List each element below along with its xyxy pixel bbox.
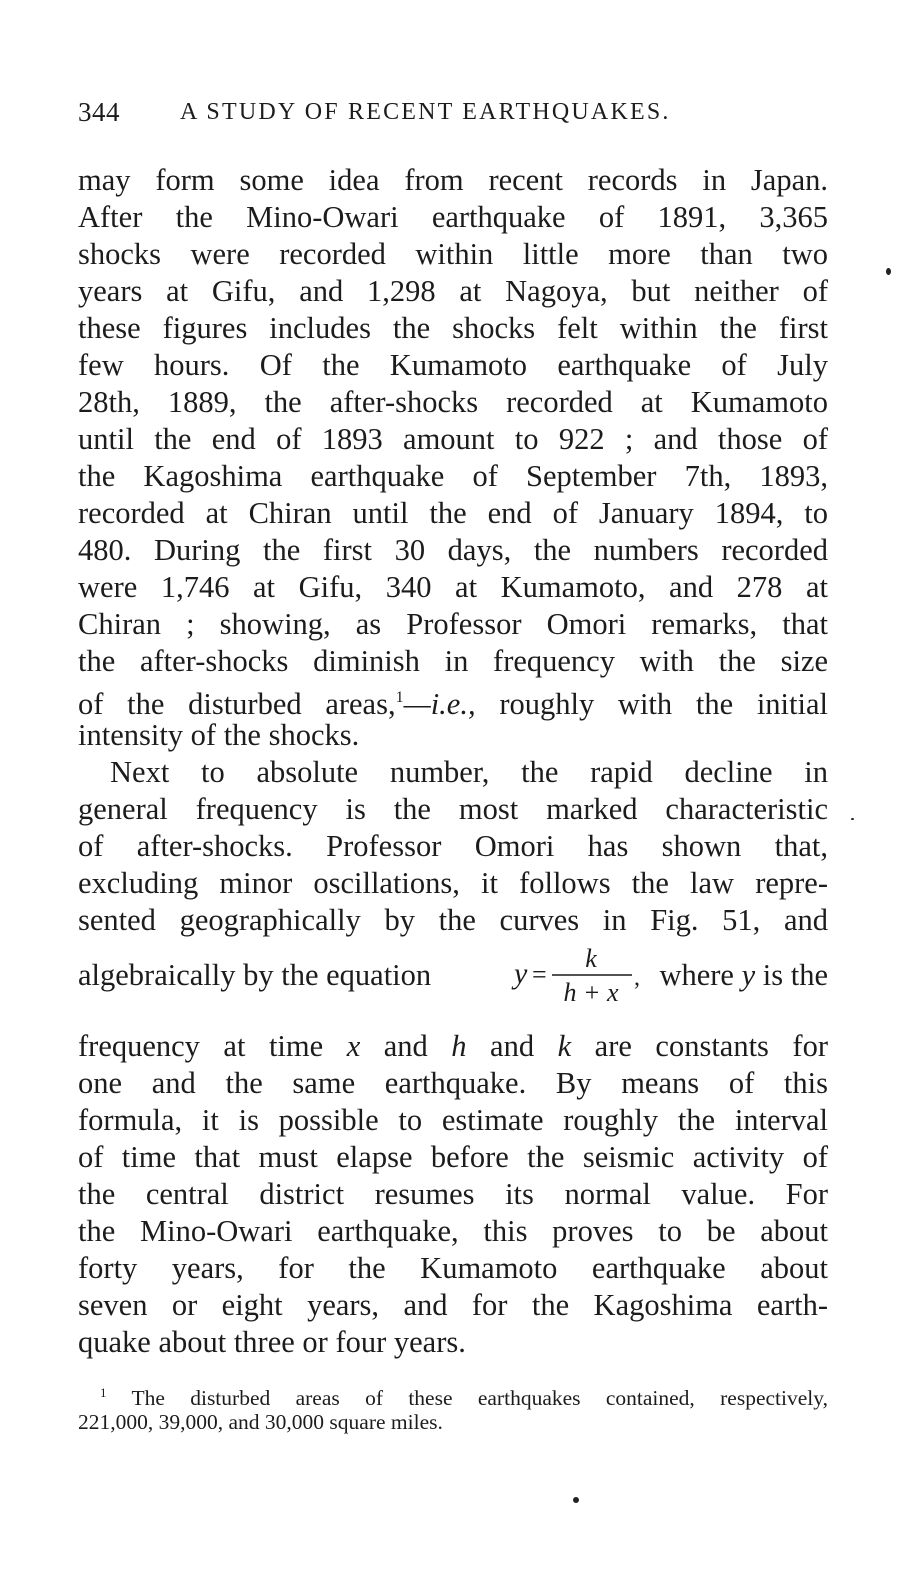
footnote-line: 221,000, 39,000, and 30,000 square miles.	[78, 1410, 443, 1434]
eq-comma: ,	[634, 965, 640, 991]
text-line: were 1,746 at Gifu, 340 at Kumamoto, and 278 at	[78, 570, 828, 604]
print-speck	[851, 818, 854, 820]
text-line: the Mino-Owari earthquake, this proves to be about	[78, 1214, 828, 1248]
footnote-mark: 1	[100, 1385, 107, 1400]
text-line: Chiran ; showing, as Professor Omori remarks, that	[78, 607, 828, 641]
eq-equals: =	[532, 960, 547, 989]
text-line: of after-shocks. Professor Omori has shown that,	[78, 829, 828, 863]
text-line: formula, it is possible to estimate roughly the interval	[78, 1103, 828, 1137]
formula-lead-text: algebraically by the equation	[78, 958, 432, 992]
text-line: the after-shocks diminish in frequency with the size	[78, 644, 828, 678]
page-number: 344	[78, 97, 120, 127]
areas-text: of the disturbed areas,	[78, 687, 396, 721]
text-line: excluding minor oscillations, it follows the law repre-	[78, 866, 828, 900]
text-line: forty years, for the Kumamoto earthquake about	[78, 1251, 828, 1285]
print-speck	[886, 268, 891, 275]
text-line: the Kagoshima earthquake of September 7th, 1893,	[78, 459, 828, 493]
text-line: recorded at Chiran until the end of January 1894, to	[78, 496, 828, 530]
text-line: shocks were recorded within little more than two	[78, 237, 828, 271]
text-line: one and the same earthquake. By means of this	[78, 1066, 828, 1100]
eq-denominator: h + x	[563, 978, 619, 1007]
text-line: 480. During the first 30 days, the numbers recorded	[78, 533, 828, 567]
areas-text-tail: roughly with the initial	[475, 687, 828, 721]
text-line: of time that must elapse before the seismic activity of	[78, 1140, 828, 1174]
text-line: few hours. Of the Kumamoto earthquake of July	[78, 348, 828, 382]
text-line: intensity of the shocks.	[78, 718, 360, 752]
page-header	[78, 92, 838, 132]
text-line: general frequency is the most marked characteristic	[78, 792, 828, 826]
footnote-reference: 1	[395, 689, 404, 706]
formula-line	[78, 940, 828, 1010]
text-line: 28th, 1889, the after-shocks recorded at Kumamoto	[78, 385, 828, 419]
text-line: sented geographically by the curves in Fig. 51, and	[78, 903, 828, 937]
text-line-areas	[78, 678, 828, 721]
text-line: may form some idea from recent records in Japan.	[78, 163, 828, 197]
footnote-line: $^1$ The disturbed areas of these earthquakes contained, respectively,	[100, 1385, 828, 1410]
text-line: until the end of 1893 amount to 922 ; and those of	[78, 422, 828, 456]
eq-y: y	[514, 957, 528, 990]
text-line: seven or eight years, and for the Kagoshima earth-	[78, 1288, 828, 1322]
text-line: quake about three or four years.	[78, 1325, 466, 1359]
text-line: After the Mino-Owari earthquake of 1891, 3,365	[78, 200, 828, 234]
running-title: A STUDY OF RECENT EARTHQUAKES.	[180, 99, 671, 125]
text-line: these figures includes the shocks felt within the first	[78, 311, 828, 345]
text-line: Next to absolute number, the rapid decline in	[110, 755, 828, 789]
eq-numerator: k	[585, 944, 597, 973]
print-speck	[573, 1497, 579, 1503]
formula-tail-text: where y is the	[659, 958, 828, 992]
text-line-frequency: frequency at time x and h and k are constants for	[78, 1029, 828, 1063]
text-line: the central district resumes its normal value. For	[78, 1177, 828, 1211]
text-line: years at Gifu, and 1,298 at Nagoya, but neither of	[78, 274, 828, 308]
ie-abbreviation: —i.e.,	[403, 687, 476, 721]
